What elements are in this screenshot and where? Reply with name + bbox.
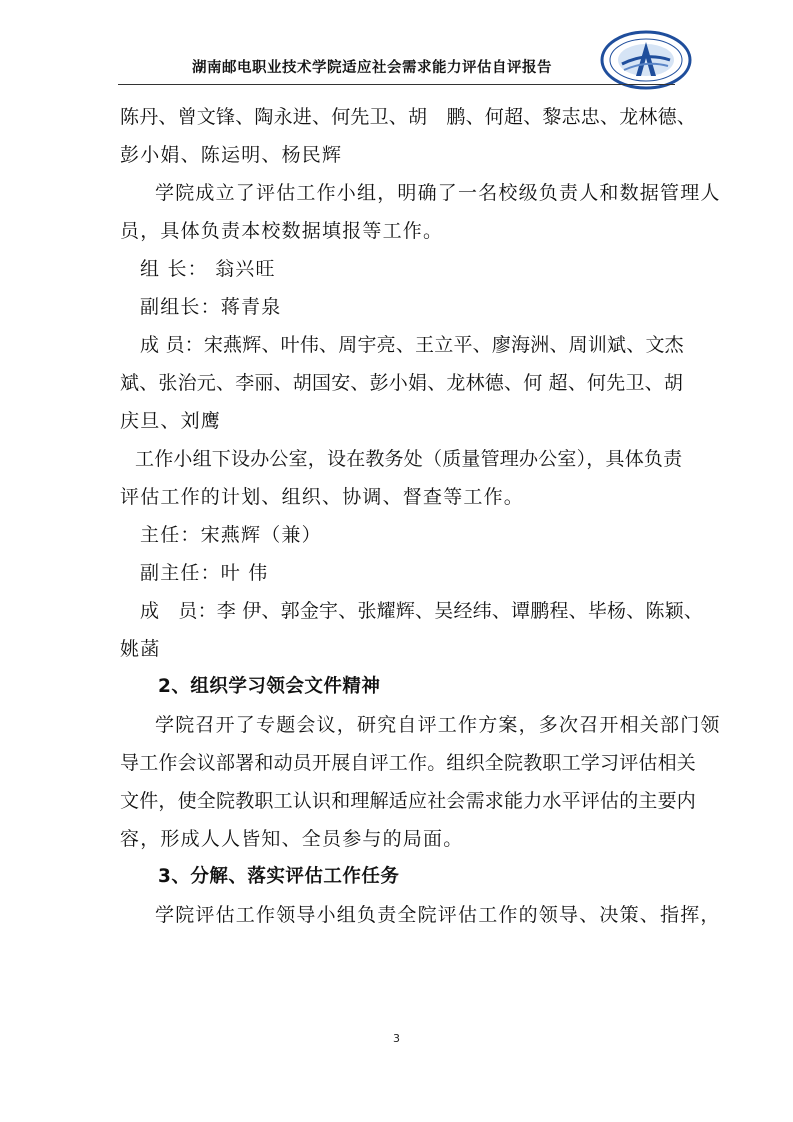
body-line: 学院成立了评估工作小组，明确了一名校级负责人和数据管理人 [155,182,721,204]
body-line: 斌、张治元、李丽、胡国安、彭小娟、龙林德、何 超、何先卫、胡 [120,372,684,394]
body-line: 姚菡 [120,638,161,660]
body-line: 成 员：李 伊、郭金宇、张耀辉、吴经纬、谭鹏程、毕杨、陈颖、 [140,600,704,622]
body-line: 彭小娟、陈运明、杨民辉 [120,144,343,166]
body-line: 主任：宋燕辉（兼） [140,524,322,546]
body-line: 导工作会议部署和动员开展自评工作。组织全院教职工学习评估相关 [120,752,697,774]
body-line: 成 员：宋燕辉、叶伟、周宇亮、王立平、廖海洲、周训斌、文杰 [140,334,684,356]
document-body [120,94,721,930]
body-line: 容，形成人人皆知、全员参与的局面。 [120,828,464,850]
body-line: 员，具体负责本校数据填报等工作。 [120,220,444,242]
body-line: 评估工作的计划、组织、协调、督查等工作。 [120,486,525,508]
body-line: 学院评估工作领导小组负责全院评估工作的领导、决策、指挥， [155,904,721,926]
section-heading: 2、组织学习领会文件精神 [158,676,381,697]
section-heading: 3、分解、落实评估工作任务 [158,866,400,887]
header-divider [118,84,675,85]
body-line: 工作小组下设办公室，设在教务处（质量管理办公室），具体负责 [135,448,683,470]
body-line: 陈丹、曾文锋、陶永进、何先卫、胡 鹏、何超、黎志忠、龙林德、 [120,106,697,128]
body-line: 庆旦、刘鹰 [120,410,222,432]
body-line: 学院召开了专题会议，研究自评工作方案，多次召开相关部门领 [155,714,721,736]
body-line: 副主任：叶 伟 [140,562,269,584]
header-title: 湖南邮电职业技术学院适应社会需求能力评估自评报告 [192,60,552,76]
page-number: 3 [393,1032,400,1045]
body-line: 副组长：蒋青泉 [140,296,282,318]
college-emblem-icon [600,30,692,90]
body-line: 组 长： 翁兴旺 [140,258,276,280]
body-line: 文件，使全院教职工认识和理解适应社会需求能力水平评估的主要内 [120,790,697,812]
